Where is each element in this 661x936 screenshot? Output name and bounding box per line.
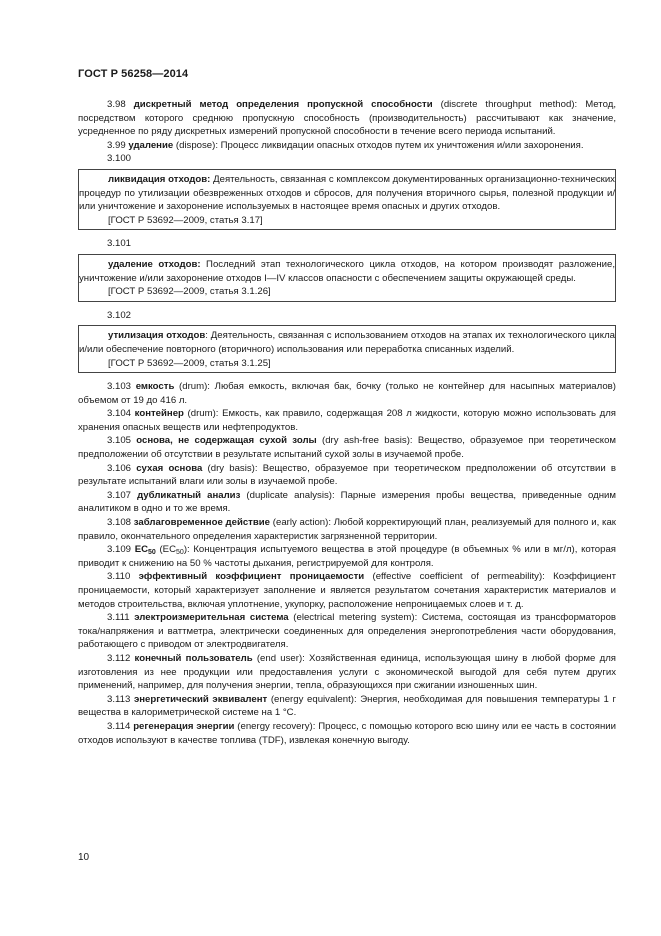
entry-3-106: 3.106 сухая основа (dry basis): Вещество, образуемое при теоретическом предположении об отсутствии в результате испытаний влаги или золы в изучаемой пробе. [78, 462, 616, 488]
term: заблаговременное действие [133, 517, 271, 529]
term: емкость [135, 381, 175, 393]
reference: [ГОСТ Р 53692—2009, статья 3.1.26] [108, 286, 271, 298]
document-header: ГОСТ Р 56258—2014 [78, 68, 189, 80]
entry-3-100-number: 3.100 [107, 153, 132, 165]
term: дискретный метод определения пропускной способности [133, 99, 433, 110]
entry-3-101-number: 3.101 [107, 238, 132, 250]
term: основа, не содержащая сухой золы [136, 435, 317, 447]
entry-3-100: ликвидация отходов: Деятельность, связанная с комплексом документированных организационно-технических процедур по утилизации обезвреженных отходов и сбросов, для получения вторичного сырья, полезной продукции и/или уничтожение и захоронение используемых в настоящее время опасных и других отходов. [79, 173, 615, 213]
term: электроизмерительная система [134, 612, 289, 624]
term: конечный пользователь [134, 652, 253, 664]
entry-3-105: 3.105 основа, не содержащая сухой золы (dry ash-free basis): Вещество, образуемое при теоретическом предположении об отсутствии в результате испытаний сухой золы в изучаемой пробе. [78, 435, 616, 461]
entry-3-103: 3.103 емкость (drum): Любая емкость, включая бак, бочку (только не контейнер для насыпных материалов) объемом от 19 до 416 л. [78, 381, 616, 406]
term: удаление [128, 139, 174, 151]
term: $EC_{50}$ [134, 544, 156, 557]
entry-3-102: утилизация отходов: Деятельность, связанная с использованием отходов на этапах их технологического цикла и/или обеспечение повторного (вторичного) использования или переработка списанных изделий. [79, 330, 616, 355]
term: утилизация отходов [108, 330, 206, 342]
definition-box-3-101 [78, 254, 616, 302]
definition-box-3-100 [78, 169, 616, 230]
entry-3-104: 3.104 контейнер (drum): Емкость, как правило, содержащая 208 л жидкости, которую можно использовать для хранения опасных веществ или нефтепродуктов. [78, 408, 616, 433]
term: эффективный коэффициент проницаемости [138, 571, 365, 583]
entry-3-114: 3.114 регенерация энергии (energy recovery): Процесс, с помощью которого всю шину или ее часть в состоянии отходов используют в качестве топлива (TDF), извлекая конечную выгоду. [78, 720, 616, 746]
entry-3-99: 3.99 удаление (dispose): Процесс ликвидации опасных отходов путем их уничтожения и/или захоронения. [107, 139, 584, 151]
reference: [ГОСТ Р 53692—2009, статья 3.17] [108, 214, 263, 226]
term: сухая основа [136, 462, 203, 474]
term: дубликатный анализ [137, 489, 241, 501]
page-number: 10 [78, 852, 90, 863]
entry-3-112: 3.112 конечный пользователь (end user): Хозяйственная единица, использующая шину в любой форме для изготовления из нее продукции или предоставления услуги с экономической выгодой для себя путем других применений, например, для получения энергии, тепла, образующихся при сжигании изношенных шин. [78, 652, 617, 692]
definition-box-3-102 [78, 325, 616, 373]
entry-3-110: 3.110 эффективный коэффициент проницаемости (effective coefficient of permeability): Коэффициент проницаемости, который характеризует заполнение и является результатом сочетания характеристик материалов и методов строительства, включая уплотнение, укупорку, расположение непроницаемых слоев и т. д. [78, 571, 616, 610]
term: регенерация энергии [133, 720, 235, 732]
term: ликвидация отходов: [108, 173, 211, 185]
entry-3-98: 3.98 дискретный метод определения пропускной способности (discrete throughput method): Метод, посредством которого среднюю пропускную способность (производительность) рассчитывают как значение, усредненное по ряду дискретных измерений пропускной способности в течение всего периода испытаний. [78, 99, 616, 138]
entry-3-101: удаление отходов: Последний этап технологического цикла отходов, на котором производят разложение, уничтожение и/или захоронение отходов I—IV классов опасности с обеспечением защиты окружающей среды. [79, 258, 615, 284]
term: контейнер [134, 408, 184, 420]
entry-3-107: 3.107 дубликатный анализ (duplicate analysis): Парные измерения пробы вещества, приведенные одним аналитиком в одно и то же время. [78, 489, 616, 515]
term: удаление отходов: [108, 258, 201, 270]
entry-3-113: 3.113 энергетический эквивалент (energy equivalent): Энергия, необходимая для повышения температуры 1 г вещества в калориметрической системе на 1 °С. [78, 693, 617, 719]
entry-3-108: 3.108 заблаговременное действие (early action): Любой корректирующий план, реализуемый для полного и, как правило, окончательного определения характеристик загрязненной территории. [78, 517, 616, 542]
entry-3-102-number: 3.102 [107, 309, 132, 321]
reference: [ГОСТ Р 53692—2009, статья 3.1.25] [108, 357, 271, 369]
document-body [78, 98, 616, 747]
entry-3-111: 3.111 электроизмерительная система (electrical metering system): Система, состоящая из трансформаторов тока/напряжения и ваттметра, электрически соединенных для определения энергопотребления части оборудования, работающего с приводом от электродвигателя. [78, 612, 617, 651]
entry-3-109: 3.109 $EC_{50}$ $(EC_{50})$: Концентрация испытуемого вещества в этой процедуре (в объемных % или в мг/л), которая приводит к снижению на 50 % частоты дыхания, регистрируемой для контроля. [78, 544, 616, 569]
term: энергетический эквивалент [133, 693, 268, 705]
